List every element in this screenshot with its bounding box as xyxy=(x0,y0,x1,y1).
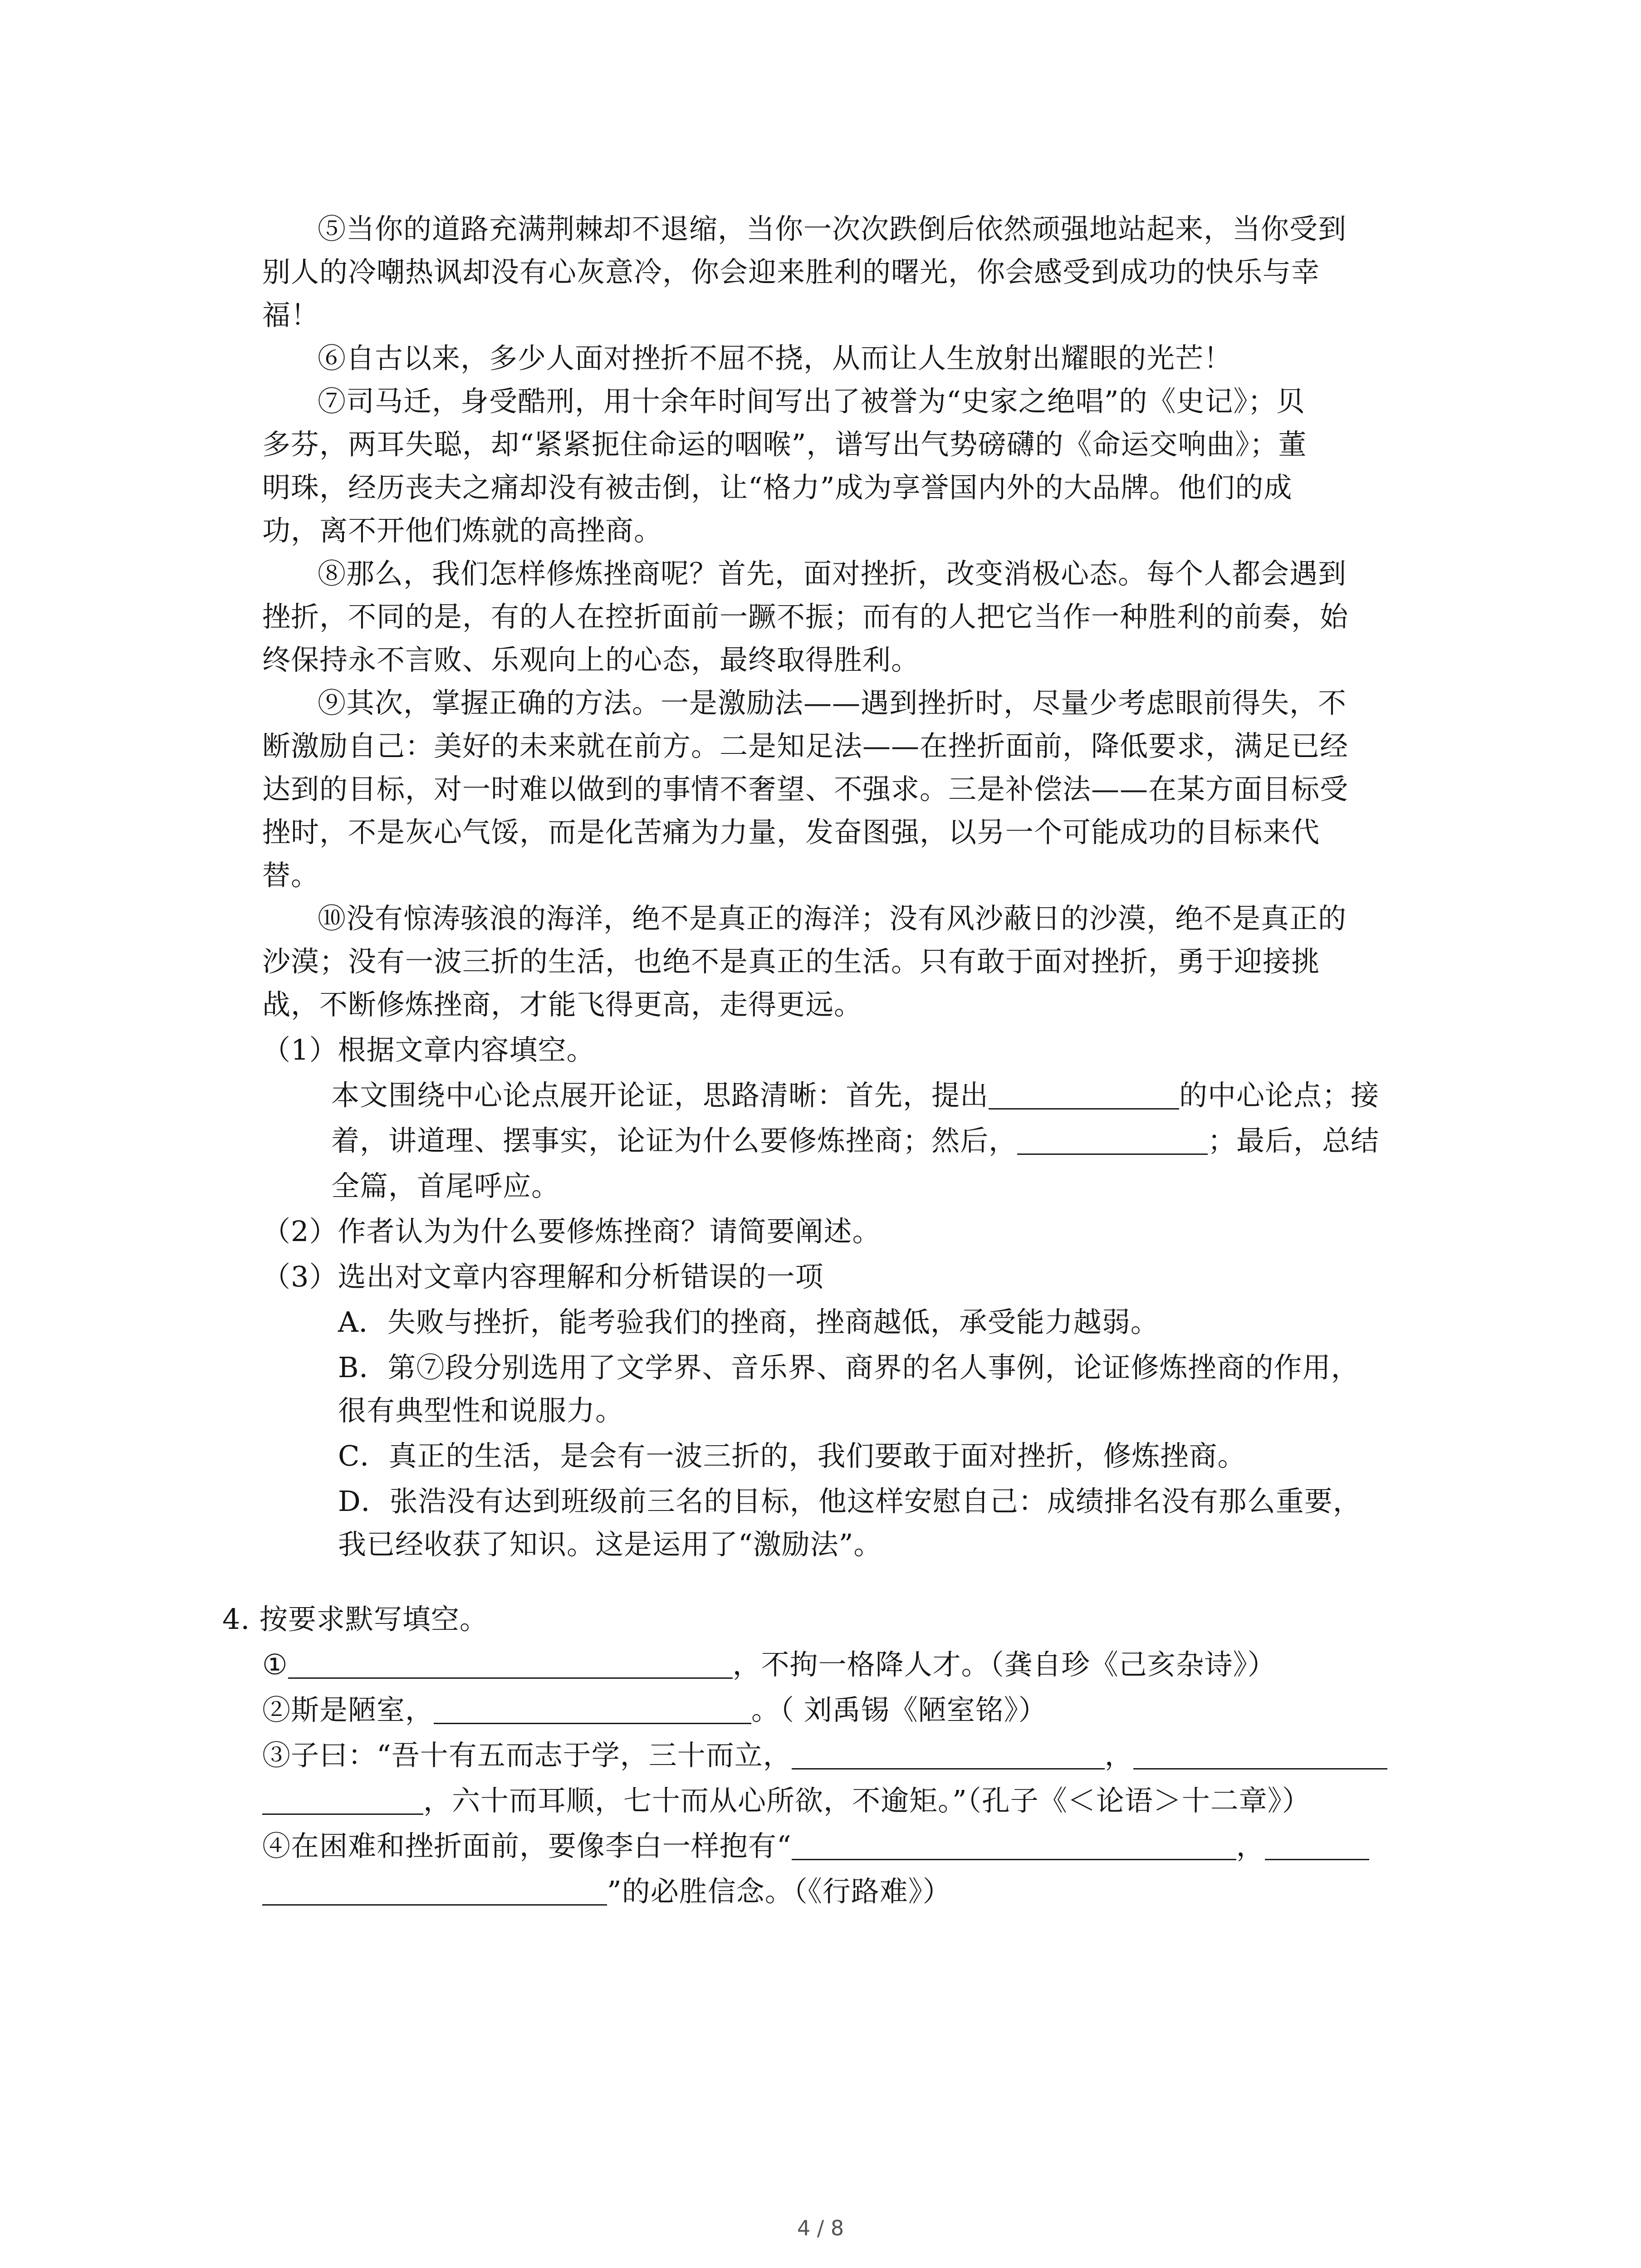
q1-text-2a: 着，讲道理、摆事实，论证为什么要修炼挫商；然后， xyxy=(331,1124,1018,1157)
p10-line-2: 沙漠；没有一波三折的生活，也绝不是真正的生活。只有敢于面对挫折，勇于迎接挑 xyxy=(262,945,1320,978)
q3-label: （3）选出对文章内容理解和分析错误的一项 xyxy=(262,1260,824,1293)
q4-blank-3b[interactable] xyxy=(1133,1740,1387,1769)
q4-blank-3c[interactable] xyxy=(262,1785,423,1815)
p7-line-1: ⑦司马迁，身受酷刑，用十余年时间写出了被誉为“史家之绝唱”的《史记》；贝 xyxy=(318,385,1305,418)
p6-line-1: ⑥自古以来，多少人面对挫折不屈不挠，从而让人生放射出耀眼的光芒！ xyxy=(318,342,1233,375)
p9-line-3: 达到的目标，对一时难以做到的事情不奢望、不强求。三是补偿法——在某方面目标受 xyxy=(262,772,1349,806)
q4-item-4-line-1 xyxy=(262,1823,1369,1869)
p9-line-5: 替。 xyxy=(262,859,320,892)
p10-line-1: ⑩没有惊涛骇浪的海洋，绝不是真正的海洋；没有风沙蔽日的沙漠，绝不是真正的 xyxy=(318,902,1347,935)
p9-line-1: ⑨其次，掌握正确的方法。一是激励法——遇到挫折时，尽量少考虑眼前得失，不 xyxy=(318,686,1347,719)
page-number: 4 / 8 xyxy=(797,2216,844,2240)
q3-option-c: C．真正的生活，是会有一波三折的，我们要敢于面对挫折，修炼挫商。 xyxy=(338,1439,1246,1472)
q3-option-a: A．失败与挫折，能考验我们的挫商，挫商越低，承受能力越弱。 xyxy=(338,1305,1159,1339)
q2-label: （2）作者认为为什么要修炼挫商？请简要阐述。 xyxy=(262,1215,881,1248)
p8-line-1: ⑧那么，我们怎样修炼挫商呢？首先，面对挫折，改变消极心态。每个人都会遇到 xyxy=(318,557,1347,590)
q4-item-3-text-a: ③子曰：“吾十有五而志于学，三十而立， xyxy=(262,1739,792,1772)
q4-blank-4b[interactable] xyxy=(1265,1831,1369,1860)
q4-blank-2[interactable] xyxy=(434,1695,751,1724)
p5-line-1: ⑤当你的道路充满荆棘却不退缩，当你一次次跌倒后依然顽强地站起来，当你受到 xyxy=(318,212,1347,245)
q4-item-2 xyxy=(262,1687,1047,1733)
q4-label: 4. 按要求默写填空。 xyxy=(222,1603,488,1636)
p9-line-2: 断激励自己：美好的未来就在前方。二是知足法——在挫折面前，降低要求，满足已经 xyxy=(262,729,1349,763)
p9-line-4: 挫时，不是灰心气馁，而是化苦痛为力量，发奋图强，以另一个可能成功的目标来代 xyxy=(262,816,1320,849)
q1-blank-2[interactable] xyxy=(1017,1125,1208,1155)
q3-option-b-line-1: B．第⑦段分别选用了文学界、音乐界、商界的名人事例，论证修炼挫商的作用， xyxy=(338,1351,1360,1384)
q4-item-4-comma: ， xyxy=(1236,1829,1265,1862)
p8-line-2: 挫折，不同的是，有的人在控折面前一蹶不振；而有的人把它当作一种胜利的前奏，始 xyxy=(262,600,1349,633)
q4-item-3-text-c: ，六十而耳顺，七十而从心所欲，不逾矩。”（孔子《＜论语＞十二章》） xyxy=(423,1784,1311,1817)
q4-blank-4c[interactable] xyxy=(262,1876,607,1906)
p7-line-4: 功，离不开他们炼就的高挫商。 xyxy=(262,514,663,547)
q1-line-1 xyxy=(331,1073,1379,1118)
p7-line-2: 多芬，两耳失聪，却“紧紧扼住命运的咽喉”，谱写出气势磅礴的《命运交响曲》；董 xyxy=(262,428,1307,461)
q1-text-2b: ；最后，总结 xyxy=(1208,1124,1380,1157)
q1-line-3: 全篇，首尾呼应。 xyxy=(331,1169,560,1202)
q4-item-2-text-b: 。（ 刘禹锡《陋室铭》） xyxy=(751,1693,1047,1726)
p10-line-3: 战，不断修炼挫商，才能飞得更高，走得更远。 xyxy=(262,988,863,1021)
q4-item-4-line-2 xyxy=(262,1869,951,1914)
q4-blank-4a[interactable] xyxy=(792,1831,1236,1860)
p7-line-3: 明珠，经历丧夫之痛却没有被击倒，让“格力”成为享誉国内外的大品牌。他们的成 xyxy=(262,471,1293,504)
q1-label: （1）根据文章内容填空。 xyxy=(262,1033,595,1066)
q4-blank-3a[interactable] xyxy=(792,1740,1105,1769)
q1-text-1b: 的中心论点；接 xyxy=(1179,1079,1380,1112)
q4-item-2-text-a: ②斯是陋室， xyxy=(262,1693,434,1726)
q1-text-1a: 本文围绕中心论点展开论证，思路清晰：首先，提出 xyxy=(331,1079,989,1112)
p8-line-3: 终保持永不言败、乐观向上的心态，最终取得胜利。 xyxy=(262,643,920,676)
q3-option-d-line-1: D．张浩没有达到班级前三名的目标，他这样安慰自己：成绩排名没有那么重要， xyxy=(338,1485,1362,1518)
q4-item-1-text: ，不拘一格降人才。（龚自珍《己亥杂诗》） xyxy=(732,1648,1276,1681)
q4-item-1 xyxy=(262,1642,1276,1687)
q1-blank-1[interactable] xyxy=(989,1080,1179,1110)
q4-item-1-number: ① xyxy=(262,1648,288,1681)
q1-line-2 xyxy=(331,1118,1379,1163)
q4-item-3-comma: ， xyxy=(1104,1739,1133,1772)
q4-item-4-text-a: ④在困难和挫折面前，要像李白一样抱有“ xyxy=(262,1829,792,1862)
q4-item-3-line-1 xyxy=(262,1733,1387,1778)
p5-line-3: 福！ xyxy=(262,298,320,332)
q4-item-4-text-c: ”的必胜信念。（《行路难》） xyxy=(607,1875,951,1908)
q4-item-3-line-2 xyxy=(262,1778,1311,1823)
q3-option-b-line-2: 很有典型性和说服力。 xyxy=(338,1394,624,1427)
p5-line-2: 别人的冷嘲热讽却没有心灰意冷，你会迎来胜利的曙光，你会感受到成功的快乐与幸 xyxy=(262,255,1320,288)
q3-option-d-line-2: 我已经收获了知识。这是运用了“激励法”。 xyxy=(338,1528,882,1561)
q4-blank-1[interactable] xyxy=(288,1649,733,1679)
